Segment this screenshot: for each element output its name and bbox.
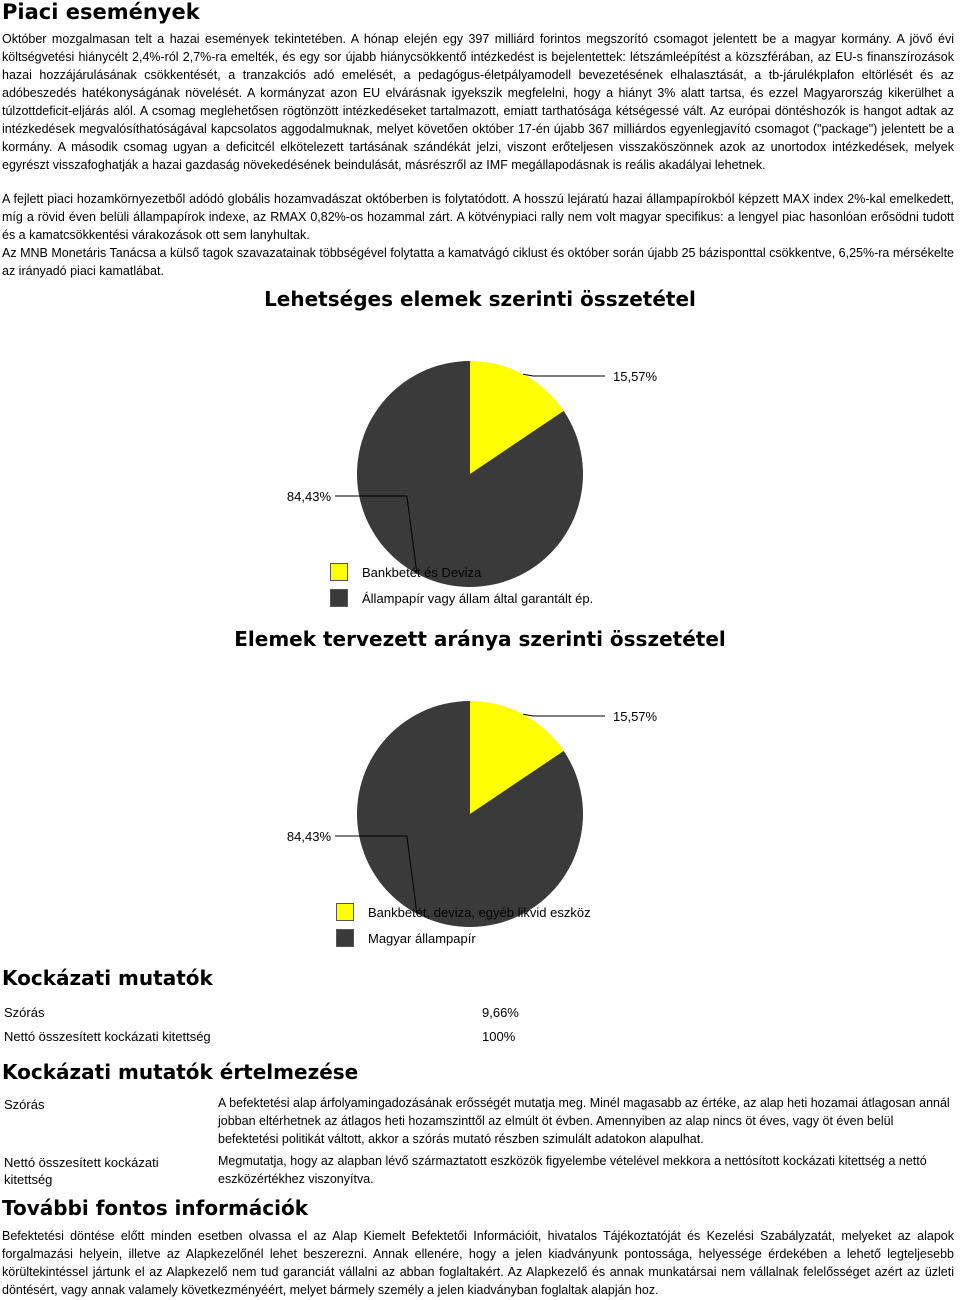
chart-legend <box>336 899 591 951</box>
risk-value: 9,66% <box>482 1005 519 1020</box>
chart-title: Elemek tervezett aránya szerinti összetétel <box>234 627 726 651</box>
legend-label: Magyar állampapír <box>368 930 476 946</box>
pie-chart-possible-composition <box>0 284 960 614</box>
risk-value: 100% <box>482 1029 516 1044</box>
paragraph-october: Október mozgalmasan telt a hazai események tekintetében. A hónap elején egy 397 milliárd forintos megszorító csomagot jelentett be a magyar kormány. A jövő évi költségvetési hiánycélt 2,4%-ról 2,7%-ra emelték, és egy sor újabb hiánycsökkentő intézkedést is bejelentettek: létszámleépítést a közszférában, az EU-s finanszírozások hazai hozzájárulásának csökkentését, a tranzakciós adó emelését, a pedagógus-életpályamodell bevezetésének elhalasztását, a tb-járulékplafon eltörlését és az adóbeszedés hatékonyságának növelését. A kormányzat azon EU elvárásnak igyekszik megfelelni, hogy a hiányt 3% alatt tartsa, és ezzel Magyarország kikerülhet a túlzottdeficit-eljárás alól. A csomag meglehetősen rögtönzött intézkedéseket tartalmazott, emiatt tarthatósága kétségessé vált. Az európai döntéshozók is hangot adtak az intézkedések megvalósíthatóságával kapcsolatos aggodalmuknak, melyet követően október 17-én újabb 367 milliárdos egyenlegjavító csomagot ("package") jelentett be a kormány. A második csomag ugyan a deficitcél elkötelezett tartásának szándékát jelzi, viszont erőteljesen visszaköszönnek azok az unortodox intézkedések, melyek egyrészt visszafoghatják a hazai gazdaság növekedésének beindulását, másrészről az IMF megállapodásnak is reális akadályai lehetnek. <box>2 32 954 172</box>
pie-data-label-0: 15,57% <box>613 709 658 724</box>
legend-swatch-yellow <box>336 903 354 921</box>
legend-swatch-yellow <box>330 563 348 581</box>
legend-item-dark <box>330 585 593 611</box>
chart-title: Lehetséges elemek szerinti összetétel <box>264 287 696 311</box>
risk-row-exposure <box>4 1029 564 1044</box>
chart-legend <box>330 559 593 611</box>
section-title-risk: Kockázati mutatók <box>2 966 213 990</box>
definition-text-exposure: Megmutatja, hogy az alapban lévő származtatott eszközök figyelembe vételével mekkora a nettósított kockázati kitettség a nettó eszközértékhez viszonyítva. <box>218 1154 927 1186</box>
section-title-risk-explain: Kockázati mutatók értelmezése <box>2 1060 359 1084</box>
legend-item-yellow <box>330 559 593 585</box>
leader-line-0 <box>523 714 605 716</box>
legend-item-yellow <box>336 899 591 925</box>
definition-label-exposure: Nettó összesített kockázati kitettség <box>4 1155 159 1187</box>
legend-item-dark <box>336 925 591 951</box>
risk-label: Szórás <box>4 1005 45 1020</box>
legend-swatch-dark <box>336 929 354 947</box>
pie-data-label-1: 84,43% <box>286 829 331 844</box>
definition-label-std: Szórás <box>4 1097 45 1112</box>
legend-label: Állampapír vagy állam által garantált ép. <box>362 590 594 606</box>
pie-chart-planned-composition <box>0 624 960 954</box>
paragraph-yield: A fejlett piaci hozamkörnyezetből adódó globális hozamvadászat októberben is folytatódott. A hosszú lejáratú hazai állampapírokból képzett MAX index 2%-kal emelkedett, míg a rövid éven belüli állampapírok indexe, az RMAX 0,82%-os hozammal zárt. A kötvénypiaci rally nem volt magyar specifikus: a lengyel piac hasonlóan erősödni tudott és a kamatcsökkentési várakozások ott sem lanyhultak. <box>2 192 954 242</box>
legend-label: Bankbetét, deviza, egyéb likvid eszköz <box>368 904 591 920</box>
leader-line-0 <box>523 374 605 376</box>
legend-swatch-dark <box>330 589 348 607</box>
definition-text-std: A befektetési alap árfolyamingadozásának erősségét mutatja meg. Minél magasabb az értéke, az alap heti hozamai átlagosan annál jobban eltérhetnek az átlagos heti hozamszinttől az elmúlt öt évben. Amennyiben az alap nincs öt éves, vagy öt éven belül befektetési politikát váltott, akkor a szórás mutató részben szimulált adatokon alapulhat. <box>218 1096 950 1146</box>
risk-row-std <box>4 1005 564 1020</box>
section-title-further-info: További fontos információk <box>2 1196 309 1220</box>
paragraph-disclaimer: Befektetési döntése előtt minden esetben olvassa el az Alap Kiemelt Befektetői Információit, hivatalos Tájékoztatóját és Kezelési Szabályzatát, melyeket az alapok forgalmazási helyein, illetve az Alapkezelőnél lehet beszerezni. Annak ellenére, hogy a jelen kiadványunk pontossága, helyessége érdekében a lehető legteljesebb körültekintéssel jártunk el az Alapkezelő nem tud garanciát vállalni az abban foglaltakért. Az Alapkezelő és annak munkatársai nem vállalnak felelősséget azért az üzleti döntésért, vagy annak valamely következményéért, melyet bármely személy a jelen kiadványban foglaltak alapján hoz. <box>2 1229 954 1297</box>
risk-label: Nettó összesített kockázati kitettség <box>4 1029 211 1044</box>
pie-data-label-1: 84,43% <box>286 489 331 504</box>
pie-data-label-0: 15,57% <box>613 369 658 384</box>
paragraph-mnb: Az MNB Monetáris Tanácsa a külső tagok szavazatainak többségével folytatta a kamatvágó ciklust és október során újabb 25 bázisponttal csökkentve, 6,25%-ra mérsékelte az irányadó piaci kamatlábat. <box>2 246 954 278</box>
legend-label: Bankbetét és Deviza <box>362 564 482 580</box>
section-title-market-events: Piaci események <box>2 0 200 24</box>
